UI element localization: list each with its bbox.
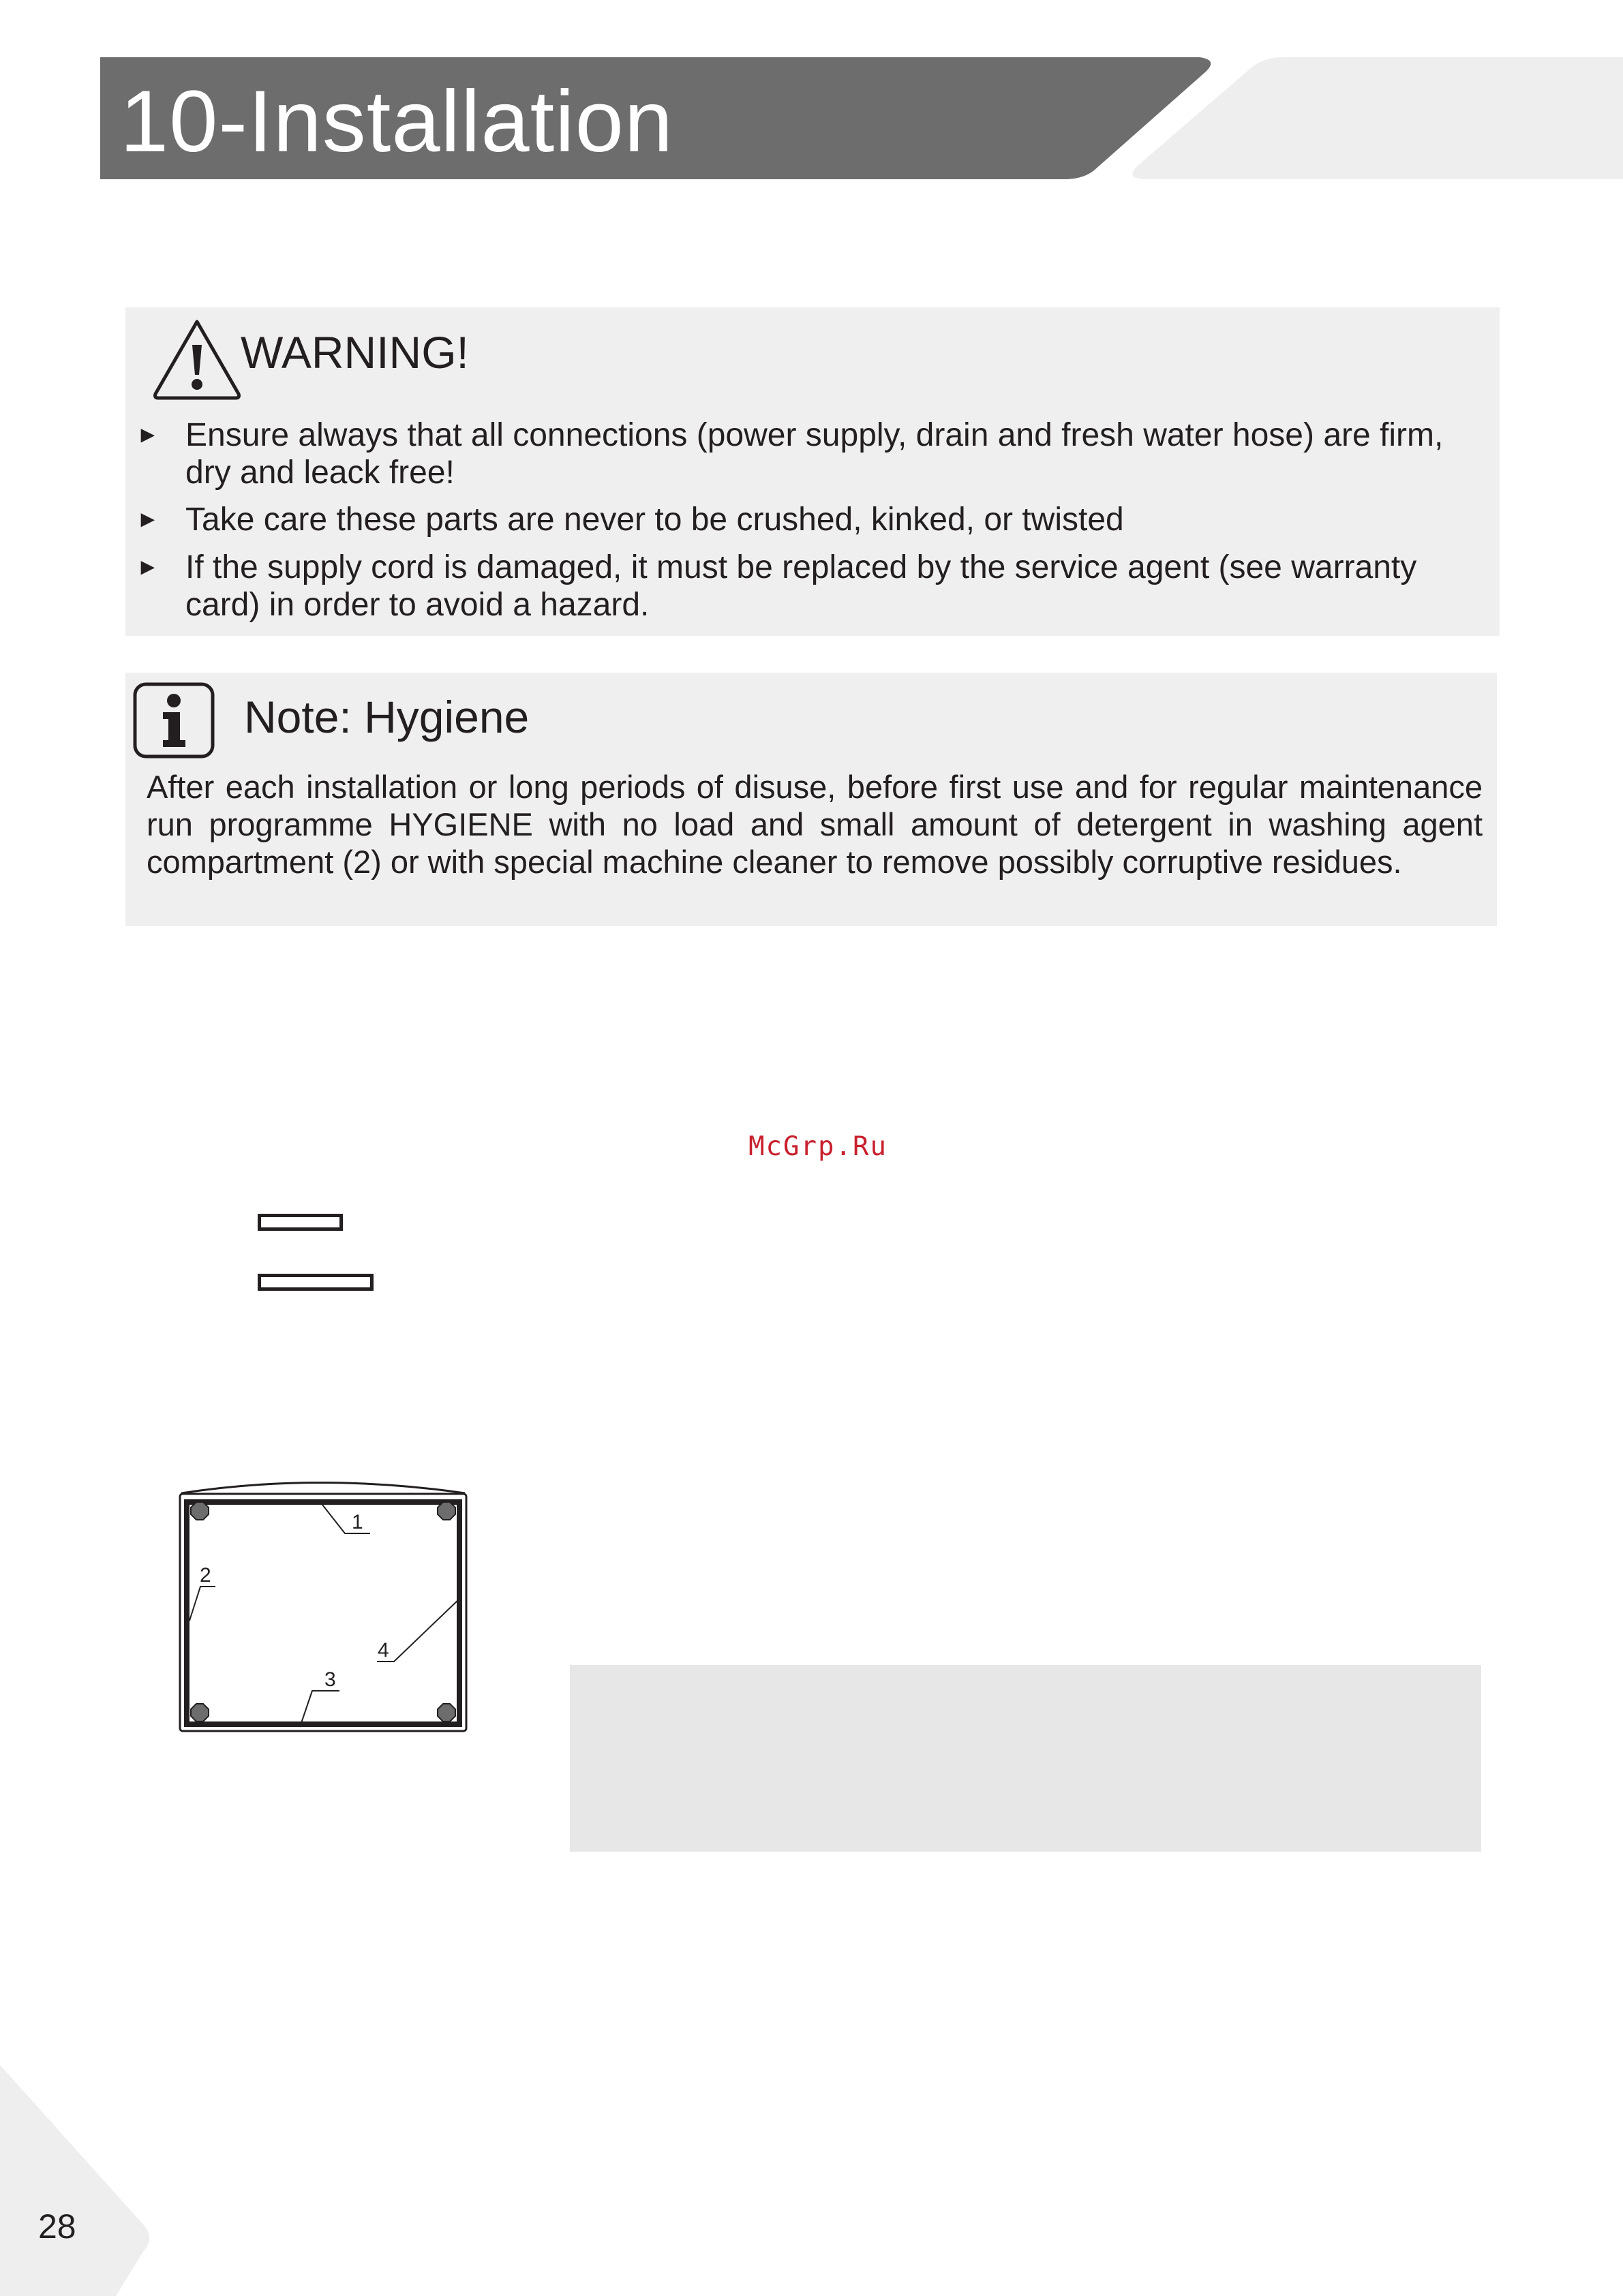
note-title: Note: Hygiene [244,692,530,742]
note-body: After each installation or long periods of disuse, before first use and for regular maintenance run programme HYGIENE with no load and small amount of detergent in washing agent compartment (2) or with special machine cleaner to remove possibly corruptive residues. [147,769,1483,880]
info-icon [132,682,215,759]
machine-frame-diagram [176,1478,476,1743]
watermark: McGrp.Ru [748,1131,888,1162]
grey-info-box [570,1665,1481,1852]
outlined-bar-long [258,1274,374,1291]
warning-item-text: Ensure always that all connections (power supply, drain and fresh water hose) are firm, dry and leack free! [185,417,1444,491]
foot-corner-icon [438,1502,455,1520]
foot-corner-icon [438,1704,455,1721]
header-accent-shape [1132,57,1623,179]
diagram-label-4: 4 [378,1639,389,1662]
page-number: 28 [38,2207,76,2246]
page-corner-shape [0,2065,164,2296]
warning-item-text: Take care these parts are never to be crushed, kinked, or twisted [185,502,1124,538]
outlined-bar-short [258,1214,343,1231]
bullet-arrow-icon: ► [136,506,160,532]
diagram-label-2: 2 [200,1564,211,1587]
bullet-arrow-icon: ► [136,554,160,580]
foot-corner-icon [191,1704,209,1721]
warning-title: WARNING! [241,327,469,378]
diagram-label-3: 3 [324,1668,336,1691]
warning-triangle-icon [151,318,243,402]
diagram-label-1: 1 [352,1511,363,1533]
page-title: 10-Installation [120,73,673,170]
foot-corner-icon [191,1502,209,1520]
bullet-arrow-icon: ► [136,422,160,448]
warning-item-text: If the supply cord is damaged, it must be replaced by the service agent (see warranty card) in order to avoid a hazard. [185,549,1417,623]
